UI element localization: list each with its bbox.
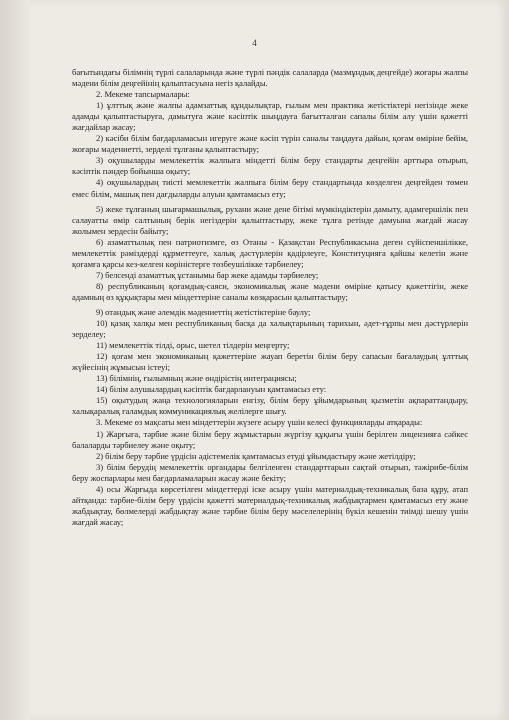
section-heading-functions: 3. Мекеме өз мақсаты мен міндеттерін жүзеге асыру үшін келесі функцияларды атқарады:	[96, 417, 423, 428]
section-heading-tasks: 2. Мекеме тапсырмалары:	[96, 89, 190, 100]
task-item-11: 11) мемлекеттік тілді, орыс, шетел тілдерін меңгерту;	[96, 340, 290, 351]
function-item-2: 2) білім беру тәрбие үрдісін әдістемелік қамтамасыз етуді ұйымдастыру және жетілдіру;	[96, 450, 416, 461]
function-item-4: 4) осы Жарғыда көрсетілген міндеттерді іске асыру үшін материалдық-техникалық база құру, атап айтқанда: тәрбие-білім беру үрдісін қажетті материалдық-техникалық жабдықтармен қамтамасыз ету және жабдықтау, бөлмелерді жабдықтау және тәрбие білім беру мәселелерінің бүкіл кешенін тиімді шешу үшін жағдай жасау;	[72, 483, 468, 527]
task-item-9: 9) отандық және әлемдік мәдениеттің жетістіктеріне баулу;	[96, 306, 311, 317]
task-item-10: 10) қазақ халқы мен республиканың басқа да халықтарының тарихын, әдет-ғұрпы мен дәстүрлерін зерделеу;	[72, 318, 468, 340]
task-item-12: 12) қоғам мен экономиканың қажеттеріне жауап беретін білім беру сапасын бағалаудың ұлттық жүйесінің жұмысын істеуі;	[72, 351, 468, 373]
task-item-5: 5) жеке тұлғаның шығармашылық, рухани және дене бітімі мүмкіндіктерін дамыту, адамгершілік пен салауатты өмір салтының берік негіздерін қалыптастыру, жеке тұлға ретінде дамуына жағдай жасау жолымен зердесін байыту;	[72, 203, 468, 236]
task-item-7: 7) белсенді азаматтық ұстанымы бар жеке адамды тәрбиелеу;	[96, 269, 319, 280]
function-item-1: 1) Жарғыға, тәрбие және білім беру жұмыстарын жүргізу құқығы үшін берілген лицензияға сәйкес балаларды тәрбиелеу және оқыту;	[72, 428, 468, 450]
task-item-1: 1) ұлттық және жалпы адамзаттық құндылықтар, ғылым мен практика жетістіктері негізінде жеке адамды қалыптастыруға, дамытуға және кәсіптік шыңдауға бағытталған сапалы білім алу үшін қажетті жағдайлар жасау;	[72, 100, 468, 133]
task-item-2: 2) кәсіби білім бағдарламасын игеруге және кәсіп түрін саналы таңдауға дайын, қоғам өміріне бейім, жоғары мәдениетті, зерделі тұлғаны қалыптастыру;	[72, 133, 468, 155]
task-item-6: 6) азаматтылық пен патриотизмге, өз Отаны - Қазақстан Республикасына деген сүйіспеншілікке, мемлекеттік рәміздерді құрметтеуге, халық дәстүрлерін қадірлеуге, Конституцияға қайшы келетін және қоғамға қарсы кез-келген көріністерге төзбеушілікке тәрбиелеу;	[72, 236, 468, 269]
task-item-4: 4) оқушылардың тиісті мемлекеттік жалпыға білім беру стандартында көзделген деңгейден төмен емес білім, машық пен дағдыларды алуын қамтамасыз ету;	[72, 177, 468, 199]
task-item-15: 15) оқытудың жаңа технологияларын енгізу, білім беру ұйымдарының қызметін ақпараттандыру, халықаралық ғаламдық коммуникациялық желілерге шығу.	[72, 395, 468, 417]
page-number: 4	[252, 38, 257, 48]
function-item-3: 3) білім берудің мемлекеттік органдары белгіленген стандарттарын сақтай отырып, тәжірибе-білім беру жоспарлары мен бағдарламаларын жасау және бекіту;	[72, 461, 468, 483]
binding-edge	[0, 0, 30, 720]
task-item-8: 8) республиканың қоғамдық-саяси, экономикалық және мәдени өміріне қатысу қажеттігін, жеке адамның өз құқықтары мен міндеттеріне саналы көзқарасын қалыптастыру;	[72, 280, 468, 302]
document-body	[72, 67, 468, 528]
task-item-13: 13) білімнің, ғылымның және өндірістің интеграциясы;	[96, 373, 297, 384]
task-item-14: 14) білім алушылардың кәсіптік бағдарлануын қамтамасыз ету:	[96, 384, 327, 395]
task-item-3: 3) оқушыларды мемлекеттік жалпыға міндетті білім беру стандарты деңгейін арттыра отырып, кәсіптік пәндер бойынша оқыту;	[72, 155, 468, 177]
paragraph-continuation: бағытындағы білімнің түрлі салаларында және түрлі пәндік салаларда (мазмұндық деңгейде) жоғары жалпы мәдени білім деңгейінің қалыптасуына негіз қалайды.	[72, 67, 468, 89]
